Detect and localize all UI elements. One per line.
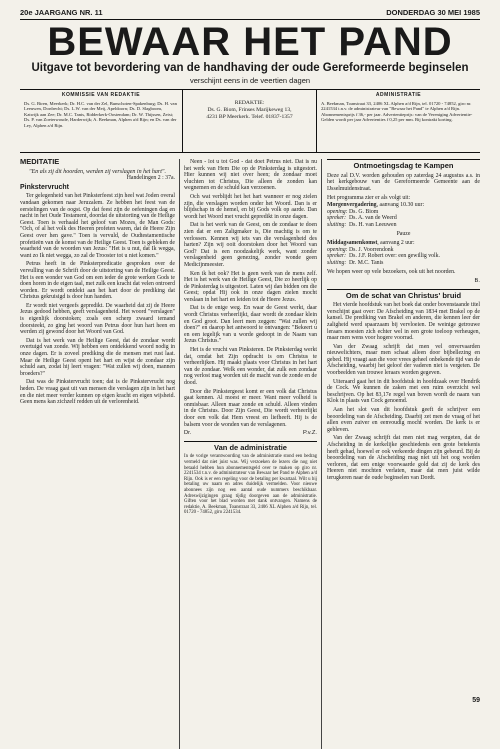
administration-box bbox=[317, 90, 480, 152]
masthead-frequency: verschijnt eens in de veertien dagen bbox=[189, 76, 311, 85]
article-heading: Om de schat van Christus' bruid bbox=[345, 290, 462, 300]
afternoon-label: Middagsamenkomst bbox=[327, 239, 378, 246]
article-paragraph: Uiteraard gaat het in dit hoofdstuk in hoofdzaak over Hendrik de Cock. We kunnen de zaken met een ruim overzicht wel beschrijven. Op het 83,17e regel van boven wordt de naam van Klok in plaats van Cock genoemd. bbox=[327, 378, 480, 405]
meditatie-paragraph: Door die Pinkstergeest komt er een volk dat Christus gaat kennen. Al moest er meer. Want meer volheid is onmisbaar. Alleen maar zonde en schuld. Alleen vinden in de Christus. Door Zijn Geest, Die wordt verheerlijkt door een volk dat Hem vreest en liefheeft. Hij is de balsem voor de wonden van de verslagenen. bbox=[184, 388, 317, 428]
ontmoetingsdag-announcement bbox=[327, 173, 480, 285]
morning-time: , aanvang 10.30 uur: bbox=[376, 201, 425, 208]
program-row bbox=[327, 247, 480, 254]
meditatie-paragraph: Het is de vrucht van Pinksteren. De Pinksterdag werkt dat, omdat het Zijn opdracht is om Christus te verheerlijken. Hij maakt plaats voor Christus in het hart van de zondaar. Welk een wonder, dat zulk een zondaar nog verlost mag worden uit de macht van de zonde en de dood. bbox=[184, 347, 317, 386]
masthead-subtitle: Uitgave tot bevordering van de handhaving der oude Gereformeerde beginselen bbox=[31, 62, 469, 74]
ontmoetingsdag-closing: We hopen weer op vele bezoekers, ook uit het noorden. bbox=[327, 268, 456, 275]
afternoon-session bbox=[327, 240, 480, 247]
speaker-name: Ds. H. van Leeuwen bbox=[349, 222, 397, 229]
editorial-board-box bbox=[20, 90, 183, 152]
meditatie-paragraph: Petrus heeft in de Pinksterpredicatie gesproken over de vervulling van de Schrift door de uitstorting van de Heilige Geest. Het is een wonder van God om een ieder de grote werken Gods te doen horen in de eigen taal, met zulk een kracht dat velen ontroerd worden. Er wordt ontdekt aan het hart door de prediking dat Christus gekruisigd is door hun handen. bbox=[20, 261, 175, 301]
info-bar bbox=[20, 89, 480, 153]
masthead-title: BEWAAR HET PAND bbox=[47, 20, 453, 64]
morning-session bbox=[327, 202, 480, 209]
meditatie-paragraph: Dat is het werk van de Geest, om de zondaar te doen zien dat er een Zaligmaker is, Die machtig is om te verlossen. Kennen wij iets van die verslagenheid des harten? Zijn wij ooit doorstoken door het Woord van God? Dat is een noodzakelijk werk, want zonder verslagenheid geen genezing, zonder wonde geen Medicijnmeester. bbox=[184, 222, 317, 268]
article-paragraph: Het vierde hoofdstuk van het boek dat onder bovenstaande titel verschijnt gaat over: De Afscheiding van 1834 met Brakel op de kansel. De prediking van Brakel en anderen, die kennen leer der zaligheid werd spaarzaam bij vervloeien. De weinige getrouwe leraars moesten zich echter wel in een grote toeloop verheugen, maar men wens voor hogere voorrad. bbox=[327, 302, 480, 342]
meditatie-quote: "En als zij dit hoorden, werden zij verslagen in het hart". bbox=[29, 168, 166, 175]
top-bar bbox=[20, 8, 480, 20]
article-paragraph: Van der Zwaag schrijft dat men niet mag vergeten, dat de Afscheiding in de kerkelijke geschiedenis een grote betekenis heeft gehad, hoewel er ook verkeerde dingen zijn gebeurd. Bij de beoordeling van de Afscheiding mag niet uit het oog worden verloren, dat een enige voorwaarde gold dat zij de kerk des Heeren niet mochten verlaten, maar dat men juist wilde terugkeren naar de oude beginselen van Dordt. bbox=[327, 435, 480, 481]
article-paragraph: Van der Zwaag schrijft dat men vel onvervaarden nieuwelichters, maar men schaat alleen door bijbellezing en gebed. Hij vraagt aan die voor vrees geheel onbekende tijd van de Afscheiding, waarbij het geloof der vaderen niet is vergeten. De voorbeelden van trouwe leraars worden gegeven. bbox=[327, 343, 480, 377]
administration-text: A. Beekman, Toanstraat 33, 2406 XL Alphen a/d Rijn, tel. 01720 - 74852, giro nr. 2241534 t.n.v. de administrateur van "Bewaar het Pand" te Alphen a/d Rijn. Abonnementsprijs f 36,- per jaar. Advertentieprijs: van de Vereniging Advertentie-Gelden wordt per jaar Advertenties f 0,25 per mm. Bij kontrakt korting. bbox=[321, 100, 473, 123]
signature-initials: P.v.Z. bbox=[303, 430, 317, 437]
editorial-box bbox=[183, 90, 317, 152]
meditatie-paragraph: Er wordt niet vergeefs gepredikt. De waarheid dat zij de Heere Jezus gedood hebben, geeft verslagenheid. Het woord "verslagen" is eigenlijk doorstoken; zoals een scherp zwaard iemand doorsteekt, zo ging het woord van Petrus door hun hart heen en werden zij gewond door het Woord van God. bbox=[20, 302, 175, 336]
meditatie-paragraph: Neen - lot u tot God - dat doet Petrus niet. Dat is nu het werk van Hem Die op de Pinksterdag is uitgestort. Hier kunnen wij niet over heen; de zondaar moet vluchten tot Christus, Die alleen de zonden kan wegnemen en de schuld kan verzoenen. bbox=[184, 159, 317, 192]
meditatie-paragraph: Ken ik het ook? Het is geen werk van de mens zelf. Het is het werk van de Heilige Geest, Die zo heerlijk op de Pinksterdag is uitgestort. Laten wij dan bidden om die Geest; opdat Hij ook in onze dagen zielen mocht verslaan in het hart en leiden tot de Heere Jezus. bbox=[184, 270, 317, 303]
column-1 bbox=[20, 159, 180, 749]
role-label: spreker: bbox=[327, 215, 347, 222]
program-row bbox=[327, 215, 480, 222]
speaker-name: Ds. J.F. Robert over: een gewillig volk. bbox=[349, 253, 440, 260]
editorial-address: 4231 BP Meerkerk. Telef. 01837-1357 bbox=[206, 114, 293, 120]
ontmoetingsdag-signature: B. bbox=[474, 277, 480, 284]
role-label: spreker: bbox=[327, 253, 347, 260]
issue-date: DONDERDAG 30 MEI 1985 bbox=[386, 8, 480, 17]
column-2 bbox=[180, 159, 322, 749]
admin-notice-heading: Van de administratie bbox=[214, 442, 287, 452]
ontmoetingsdag-heading: Ontmoetingsdag te Kampen bbox=[353, 161, 454, 170]
speaker-name: Ds. A. van de Weerd bbox=[349, 215, 397, 222]
program-row bbox=[327, 260, 480, 267]
role-label: sluiting: bbox=[327, 222, 347, 229]
meditatie-paragraph: Ter gelegenheid van het Pinksterfeest zijn heel wat Joden overal vandaan gekomen naar Jeruzalem. Ze hebben het feest van de eerstelingen van de oogst. Op dat feest zijn de oefeningen dag en nacht in het Oude Testament, doordat de uitstorting van de Heilige Geest. Toen is verhaald het geloof van Mozes, de Man Gods: "Och, of al het volk des Heeren profeten waren, dat de Heere Zijn Geest over hen gave." Toen is vervuld, de Oudtestamentische profetieën van de komst van de Heilige Geest. Toen is gebleken de waarheid van de woorden van Jezus: "Het is u nut, dat Ik wegga, want zo Ik niet wegga, zo zal de Trooster tot u niet komen." bbox=[20, 193, 175, 259]
admin-notice-text: In de vorige verantwoording van de administratie stond een bedrag vermeld dat niet juist was. Wij verzoeken de lezers die nog niet betaald hebben hun abonnementsgeld over te maken op giro nr. 2241534 t.n.v. de administrateur van Bewaar het Pand te Alphen a/d Rijn. Ook is er een regeling voor de betaling per kwartaal. Wilt u bij betaling uw naam en adres duidelijk vermelden. Voor nieuwe abonnees zijn nog een aantal oude nummers beschikbaar. Adreswijzigingen graag tijdig doorgeven aan de administratie. Giften voor het blad worden met dank ontvangen. Namens de redaktie, A. Beekman, Toanstraat 33, 2406 XL Alphen a/d Rijn, tel. 01720 - 74852, giro 2241534. bbox=[184, 454, 317, 516]
afternoon-time: , aanvang 2 uur: bbox=[377, 239, 415, 246]
administration-title: ADMINISTRATIE bbox=[375, 92, 422, 98]
article-paragraph: Aan het slot van dit hoofdstuk geeft de schrijver een beoordeling van de Afscheiding. Daarbij zet men de vraag of het allen even zuiver en eenvoudig mocht worden. De kerk is er gebleven. bbox=[327, 407, 480, 433]
meditatie-signature bbox=[184, 430, 317, 437]
pause-label: Pauze bbox=[396, 230, 411, 237]
role-label: sluiting: bbox=[327, 260, 347, 267]
program-row bbox=[327, 209, 480, 216]
signature-prefix: Dr. bbox=[184, 430, 192, 437]
divider bbox=[184, 441, 317, 442]
editorial-name: Ds. G. Biom, Frinses Marijkeweg 13, bbox=[207, 107, 292, 113]
article-body bbox=[20, 159, 480, 749]
meditatie-paragraph: Dat was de Pinkstervrucht toen; dat is de Pinkstervrucht nog heden. De vraag gaat uit van mensen die verslagen zijn in het hart en die niet meer verder kunnen op eigen kracht en eigen wijsheid. Geen mens kan zichzelf redden uit de verlorenheid. bbox=[20, 379, 175, 406]
meditatie-section-heading: MEDITATIE bbox=[20, 159, 60, 166]
ontmoetingsdag-intro: Deze zal D.V. worden gehouden op zaterdag 24 augustus a.s. in het kerkgebouw van de Gereformeerde Gemeente aan de IJsselmuidenstraat. bbox=[327, 172, 480, 193]
program-intro: Het programma zier er als volgt uit: bbox=[327, 194, 411, 201]
role-label: opening: bbox=[327, 246, 348, 253]
morning-label: Morgenvergadering bbox=[327, 201, 377, 208]
role-label: opening: bbox=[327, 208, 348, 215]
editorial-title: REDAKTIE: bbox=[234, 100, 265, 106]
editorial-board-title: KOMMISSIE VAN REDAKTIE bbox=[61, 92, 141, 98]
speaker-name: Ds. J. Voorrendonk bbox=[349, 246, 394, 253]
page-number: 59 bbox=[472, 697, 480, 704]
speaker-name: Ds. G. Biom bbox=[349, 208, 379, 215]
meditatie-quote-reference: Handelingen 2 : 37a. bbox=[126, 175, 175, 182]
volume-number: 20e JAARGANG NR. 11 bbox=[20, 8, 103, 17]
meditatie-paragraph: Dat is het werk van de Heilige Geest, dat de zondaar wordt overtuigd van zonde. Wij hebben een ontdekkend woord nodig in onze dagen. Er is zoveel prediking die de mensen met rust laat. Maar de Heilige Geest opent het hart en wijst de zondaar zijn schuld aan, zodat hij leert vragen: "Wat zullen wij doen, mannen broeders?" bbox=[20, 337, 175, 377]
divider bbox=[327, 289, 480, 290]
program-row bbox=[327, 253, 480, 260]
speaker-name: Dr. M.C. Tanis bbox=[349, 260, 384, 267]
meditatie-paragraph: Och wat verblijdt het het hart wanneer er nog zielen zijn, die verslagen worden onder het Woord. Dan is er blijdschap in de hemel, en bij Gods volk op aarde. Dan wordt het Woord met vrucht gepredikt in onze dagen. bbox=[184, 193, 317, 220]
meditatie-paragraph: Dat is de enige weg. En waar de Geest werkt, daar wordt Christus verheerlijkt, daar wordt de zondaar klein en God groot. Dan leert men zeggen: "Wat zullen wij doen?" en daarop het antwoord te ontvangen: "Bekeert u en een iegelijk van u worde gedoopt in de Naam van Jezus Christus." bbox=[184, 305, 317, 345]
meditatie-heading: Pinkstervrucht bbox=[20, 183, 70, 191]
column-3 bbox=[322, 159, 480, 749]
divider bbox=[327, 159, 480, 160]
program-row bbox=[327, 222, 480, 229]
editorial-board-text: Ds. G. Biren, Meerkerk; Dr. H.C. van der Zel, Bunschoten-Spakenburg; Ds. H. van Leeuwen, Dordrecht; Ds. L.W. van der Meij, Apeldoorn; Ds. D. Slagboom, Katwijk aan Zee; Dr. M.C. Tanis, Ridderkerk-Oostendam; Dr. W. Thijssen, Zeist; Ds. P. van Zoeterwoude, Harderwijk; A. Beekman, Alphen a/d Rijn; en Ds. van der Ley, Alphen a/d Rijn. bbox=[24, 100, 177, 128]
